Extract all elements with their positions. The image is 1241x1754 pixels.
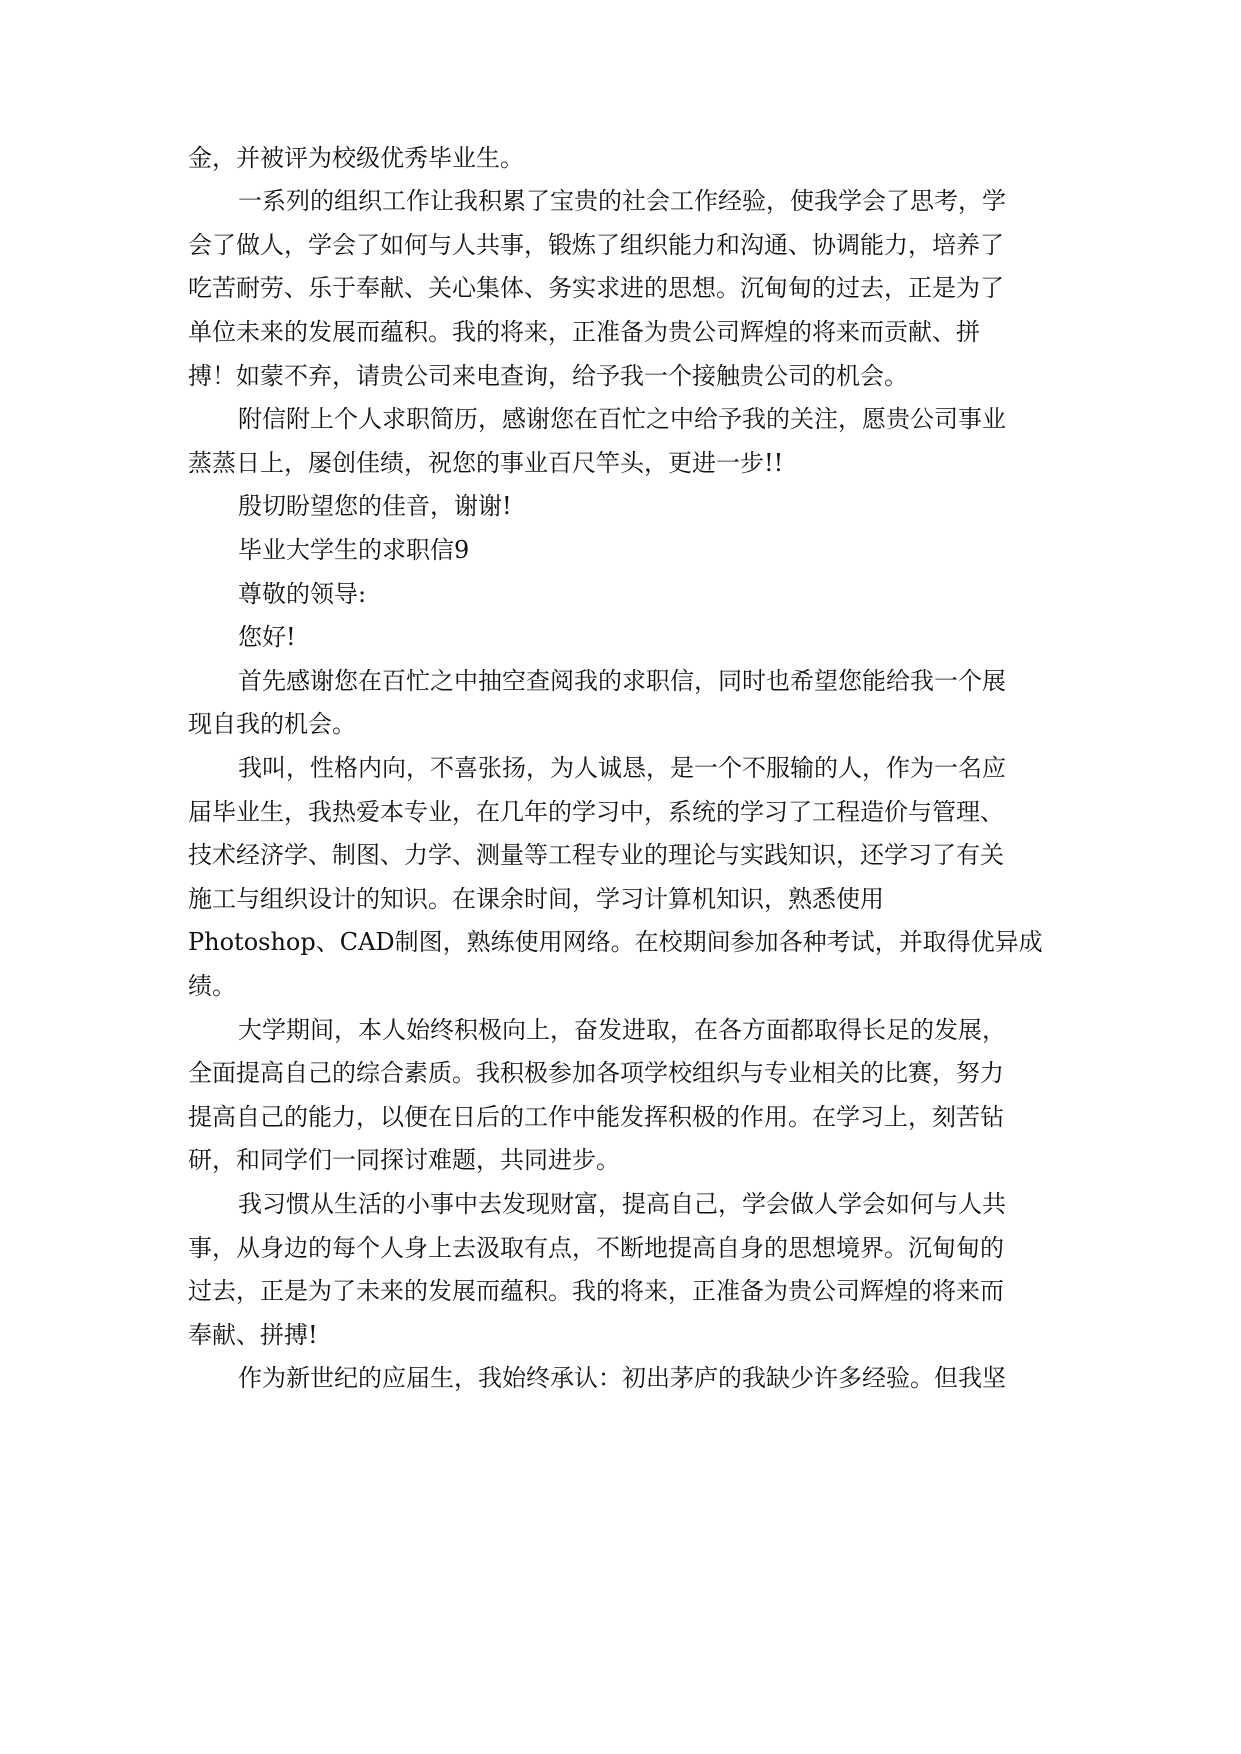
text-line-content: 吃苦耐劳、乐于奉献、关心集体、务实求进的思想。沉甸甸的过去，正是为了 (188, 274, 1004, 302)
text-line (0, 704, 1241, 744)
text-line (0, 617, 1241, 657)
text-line-content: 一系列的组织工作让我积累了宝贵的社会工作经验，使我学会了思考，学 (238, 187, 1006, 215)
text-line-content: 我叫，性格内向，不喜张扬，为人诚恳，是一个不服输的人，作为一名应 (238, 754, 1006, 782)
text-line (0, 138, 1241, 178)
text-line-content: 尊敬的领导: (238, 580, 367, 608)
text-line-content: 届毕业生，我热爱本专业，在几年的学习中，系统的学习了工程造价与管理、 (188, 798, 1004, 826)
text-line (0, 225, 1241, 265)
text-line (0, 1053, 1241, 1093)
text-line-content: 首先感谢您在百忙之中抽空查阅我的求职信，同时也希望您能给我一个展 (238, 667, 1006, 695)
text-line-content: 现自我的机会。 (188, 710, 356, 738)
text-line-content: 事，从身边的每个人身上去汲取有点，不断地提高自身的思想境界。沉甸甸的 (188, 1234, 1004, 1262)
text-line (0, 1140, 1241, 1180)
text-line (0, 1184, 1241, 1224)
text-line (0, 356, 1241, 396)
text-line-content: 绩。 (188, 972, 236, 1000)
text-line-content: 搏！如蒙不弃，请贵公司来电查询，给予我一个接触贵公司的机会。 (188, 362, 908, 390)
text-line (0, 1010, 1241, 1050)
text-line (0, 181, 1241, 221)
text-line (0, 1228, 1241, 1268)
text-line (0, 1097, 1241, 1137)
text-line-content: 单位未来的发展而蕴积。我的将来，正准备为贵公司辉煌的将来而贡献、拼 (188, 318, 980, 346)
text-line-content: 施工与组织设计的知识。在课余时间，学习计算机知识，熟悉使用 (188, 885, 884, 913)
text-line-content: Photoshop、CAD制图，熟练使用网络。在校期间参加各种考试，并取得优异成 (188, 928, 1043, 956)
text-line (0, 1358, 1241, 1398)
text-line (0, 748, 1241, 788)
text-line-content: 殷切盼望您的佳音，谢谢! (238, 492, 512, 520)
text-line-content: 蒸蒸日上，屡创佳绩，祝您的事业百尺竿头，更进一步!! (188, 449, 784, 477)
text-line-content: 研，和同学们一同探讨难题，共同进步。 (188, 1146, 620, 1174)
text-line-content: 附信附上个人求职简历，感谢您在百忙之中给予我的关注，愿贵公司事业 (238, 405, 1006, 433)
text-line-content: 大学期间，本人始终积极向上，奋发进取，在各方面都取得长足的发展， (238, 1016, 1006, 1044)
text-line-content: 提高自己的能力，以便在日后的工作中能发挥积极的作用。在学习上，刻苦钻 (188, 1103, 1004, 1131)
text-line (0, 835, 1241, 875)
text-line (0, 486, 1241, 526)
text-line (0, 792, 1241, 832)
text-line (0, 661, 1241, 701)
text-line-content: 我习惯从生活的小事中去发现财富，提高自己，学会做人学会如何与人共 (238, 1190, 1006, 1218)
text-line (0, 443, 1241, 483)
text-line (0, 1315, 1241, 1355)
text-line (0, 574, 1241, 614)
text-line-content: 会了做人，学会了如何与人共事，锻炼了组织能力和沟通、协调能力，培养了 (188, 231, 1004, 259)
text-line (0, 879, 1241, 919)
text-line (0, 530, 1241, 570)
text-line-content: 技术经济学、制图、力学、测量等工程专业的理论与实践知识，还学习了有关 (188, 841, 1004, 869)
text-line-content: 您好! (238, 623, 296, 651)
text-line (0, 399, 1241, 439)
text-line (0, 966, 1241, 1006)
text-line (0, 268, 1241, 308)
text-line (0, 1271, 1241, 1311)
text-line (0, 312, 1241, 352)
text-line-content: 金，并被评为校级优秀毕业生。 (188, 144, 524, 172)
text-line-content: 作为新世纪的应届生，我始终承认：初出茅庐的我缺少许多经验。但我坚 (238, 1364, 1006, 1392)
text-line-content: 全面提高自己的综合素质。我积极参加各项学校组织与专业相关的比赛，努力 (188, 1059, 1004, 1087)
text-line-content: 奉献、拼搏! (188, 1321, 318, 1349)
text-line (0, 922, 1241, 962)
text-line-content: 毕业大学生的求职信9 (238, 536, 470, 564)
text-line-content: 过去，正是为了未来的发展而蕴积。我的将来，正准备为贵公司辉煌的将来而 (188, 1277, 1004, 1305)
